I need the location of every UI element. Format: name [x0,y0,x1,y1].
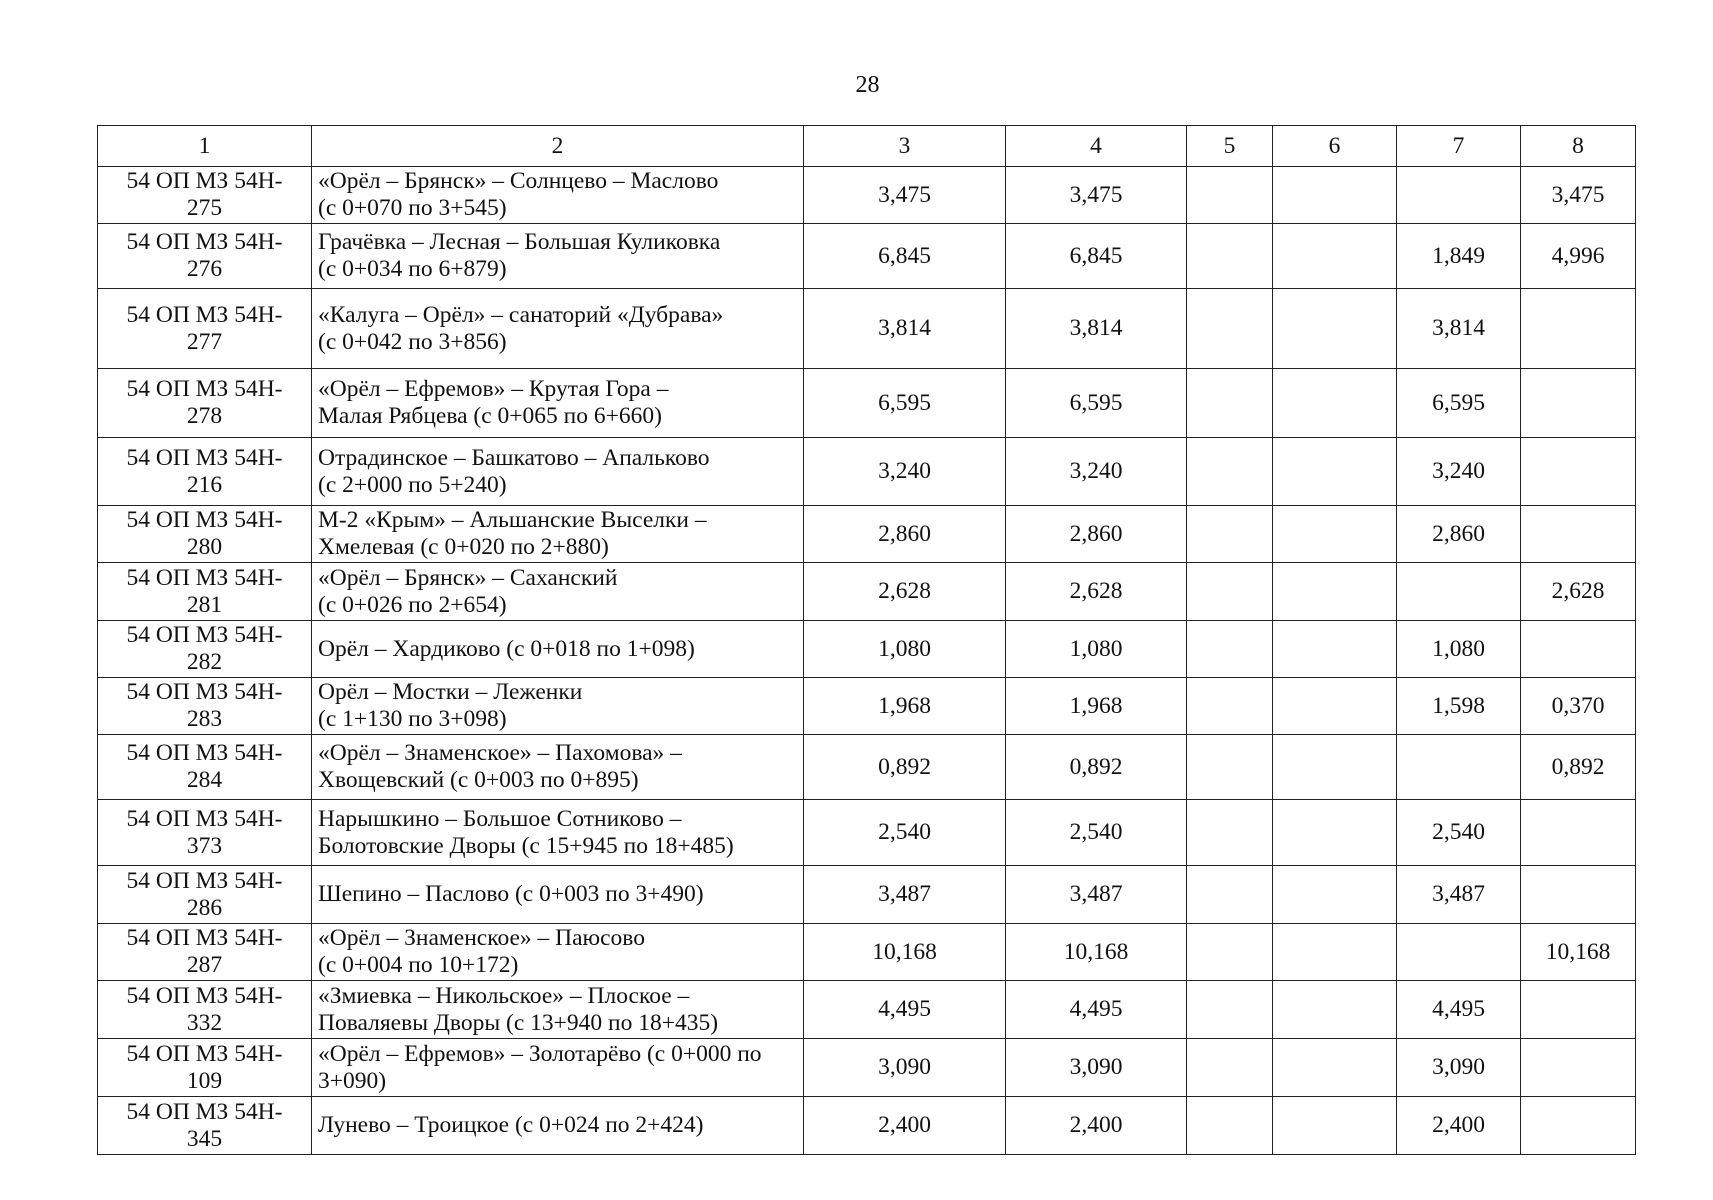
road-name-line: (с 0+042 по 3+856) [318,328,507,355]
road-code-line: 287 [186,952,223,978]
value-cell-5 [1187,167,1273,224]
value-cell-5 [1187,563,1273,621]
road-code-line: 345 [186,1125,223,1152]
value-cell-6 [1273,563,1397,621]
table-row [98,369,1636,438]
value-cell-3: 1,968 [804,678,1006,735]
value-cell-5 [1187,621,1273,678]
road-name-cell [312,924,804,981]
value-cell-5 [1187,369,1273,438]
value-cell-4: 1,968 [1006,678,1187,735]
road-code-line: 284 [186,767,223,793]
road-name-line: Поваляевы Дворы (с 13+940 по 18+435) [318,1009,719,1036]
value-cell-8: 4,996 [1521,224,1636,289]
road-code-cell [98,1039,312,1097]
value-cell-8 [1521,369,1636,438]
road-code-cell [98,369,312,438]
road-code-line: 54 ОП МЗ 54Н- [126,301,283,328]
road-code-line: 54 ОП МЗ 54Н- [126,867,283,894]
value-cell-8 [1521,866,1636,924]
road-code-cell [98,735,312,800]
value-cell-3: 3,475 [804,167,1006,224]
road-name-cell [312,369,804,438]
value-cell-8 [1521,1097,1636,1155]
table-row [98,506,1636,563]
road-name-cell [312,866,804,924]
road-name-line: Лунево – Троицкое (с 0+024 по 2+424) [318,1112,704,1138]
road-code-line: 54 ОП МЗ 54Н- [126,229,283,255]
road-name-cell [312,506,804,563]
road-code-cell [98,981,312,1039]
value-cell-8 [1521,289,1636,369]
value-cell-4: 10,168 [1006,924,1187,981]
value-cell-7: 6,595 [1397,369,1521,438]
value-cell-6 [1273,924,1397,981]
value-cell-6 [1273,678,1397,735]
value-cell-7: 2,860 [1397,506,1521,563]
column-header-6: 6 [1273,126,1397,167]
road-name-line: Малая Рябцева (с 0+065 по 6+660) [318,403,662,429]
value-cell-4: 2,860 [1006,506,1187,563]
value-cell-5 [1187,224,1273,289]
value-cell-8 [1521,621,1636,678]
road-code-line: 54 ОП МЗ 54Н- [126,622,283,648]
road-code-cell [98,438,312,506]
road-name-cell [312,678,804,735]
road-name-line: Орёл – Хардиково (с 0+018 по 1+098) [318,635,695,662]
column-header-7: 7 [1397,126,1521,167]
road-name-line: Орёл – Мостки – Леженки [318,679,583,705]
value-cell-4: 3,475 [1006,167,1187,224]
road-code-line: 277 [186,328,223,355]
value-cell-5 [1187,438,1273,506]
table-row [98,438,1636,506]
road-name-line: (с 0+070 по 3+545) [318,195,507,221]
value-cell-8: 3,475 [1521,167,1636,224]
road-name-line: Хвощевский (с 0+003 по 0+895) [318,767,639,793]
table-row [98,981,1636,1039]
road-name-line: Болотовские Дворы (с 15+945 по 18+485) [318,832,734,859]
value-cell-4: 6,845 [1006,224,1187,289]
value-cell-6 [1273,866,1397,924]
table-row [98,1039,1636,1097]
road-code-line: 54 ОП МЗ 54Н- [126,507,283,533]
value-cell-8 [1521,800,1636,866]
value-cell-5 [1187,289,1273,369]
road-code-line: 54 ОП МЗ 54Н- [126,679,283,705]
value-cell-8: 0,892 [1521,735,1636,800]
value-cell-3: 3,240 [804,438,1006,506]
value-cell-5 [1187,506,1273,563]
road-code-line: 216 [186,471,223,498]
value-cell-7 [1397,563,1521,621]
value-cell-4: 3,090 [1006,1039,1187,1097]
value-cell-6 [1273,981,1397,1039]
road-name-line: Отрадинское – Башкатово – Апальково [318,444,710,471]
road-name-line: «Орёл – Ефремов» – Золотарёво (с 0+000 по [318,1040,762,1067]
value-cell-3: 4,495 [804,981,1006,1039]
road-name-cell [312,1097,804,1155]
road-code-cell [98,621,312,678]
value-cell-8: 10,168 [1521,924,1636,981]
road-code-line: 54 ОП МЗ 54Н- [126,1098,283,1125]
value-cell-4: 3,814 [1006,289,1187,369]
table-row [98,563,1636,621]
road-code-line: 54 ОП МЗ 54Н- [126,740,283,766]
value-cell-3: 3,814 [804,289,1006,369]
road-name-cell [312,167,804,224]
road-name-line: «Орёл – Ефремов» – Крутая Гора – [318,376,669,402]
value-cell-3: 3,090 [804,1039,1006,1097]
value-cell-5 [1187,981,1273,1039]
value-cell-6 [1273,1097,1397,1155]
table-row [98,924,1636,981]
value-cell-7: 3,487 [1397,866,1521,924]
road-name-line: (с 2+000 по 5+240) [318,471,507,498]
value-cell-3: 2,540 [804,800,1006,866]
road-name-line: «Орёл – Знаменское» – Паюсово [318,925,645,951]
road-code-cell [98,506,312,563]
road-code-cell [98,563,312,621]
road-code-line: 54 ОП МЗ 54Н- [126,564,283,591]
value-cell-8 [1521,1039,1636,1097]
road-name-line: (с 0+026 по 2+654) [318,591,507,618]
value-cell-6 [1273,735,1397,800]
road-code-cell [98,224,312,289]
table-row [98,289,1636,369]
road-name-line: (с 0+004 по 10+172) [318,952,519,978]
road-name-cell [312,438,804,506]
column-header-5: 5 [1187,126,1273,167]
value-cell-7: 1,080 [1397,621,1521,678]
road-code-line: 54 ОП МЗ 54Н- [126,925,283,951]
column-header-8: 8 [1521,126,1636,167]
road-name-line: М-2 «Крым» – Альшанские Выселки – [318,507,707,533]
value-cell-7: 1,598 [1397,678,1521,735]
road-name-line: Шепино – Паслово (с 0+003 по 3+490) [318,881,704,907]
road-code-cell [98,800,312,866]
road-code-line: 278 [186,403,223,429]
value-cell-3: 10,168 [804,924,1006,981]
value-cell-7 [1397,167,1521,224]
value-cell-7: 4,495 [1397,981,1521,1039]
value-cell-5 [1187,1039,1273,1097]
road-code-line: 280 [186,534,223,560]
road-name-cell [312,224,804,289]
road-code-line: 282 [186,649,223,675]
value-cell-7 [1397,735,1521,800]
value-cell-6 [1273,224,1397,289]
table-row [98,735,1636,800]
road-code-line: 54 ОП МЗ 54Н- [126,376,283,402]
value-cell-4: 6,595 [1006,369,1187,438]
table-row [98,800,1636,866]
value-cell-6 [1273,289,1397,369]
road-code-line: 54 ОП МЗ 54Н- [126,982,283,1009]
value-cell-7 [1397,924,1521,981]
value-cell-6 [1273,621,1397,678]
road-name-line: «Орёл – Брянск» – Саханский [318,564,618,591]
value-cell-5 [1187,735,1273,800]
road-code-line: 54 ОП МЗ 54Н- [126,1040,283,1067]
road-code-line: 109 [186,1067,223,1094]
value-cell-5 [1187,1097,1273,1155]
value-cell-5 [1187,866,1273,924]
value-cell-7: 3,090 [1397,1039,1521,1097]
road-name-line: Хмелевая (с 0+020 по 2+880) [318,534,609,560]
value-cell-5 [1187,800,1273,866]
road-name-line: «Орёл – Брянск» – Солнцево – Маслово [318,168,719,194]
value-cell-4: 3,240 [1006,438,1187,506]
road-code-line: 54 ОП МЗ 54Н- [126,168,283,194]
road-code-line: 373 [186,832,223,859]
value-cell-3: 3,487 [804,866,1006,924]
road-code-line: 276 [186,256,223,282]
value-cell-3: 6,845 [804,224,1006,289]
value-cell-8 [1521,506,1636,563]
value-cell-3: 6,595 [804,369,1006,438]
table-body [98,167,1636,1155]
road-code-cell [98,289,312,369]
value-cell-8 [1521,438,1636,506]
page-number: 28 [855,72,880,98]
road-name-cell [312,981,804,1039]
value-cell-4: 2,400 [1006,1097,1187,1155]
road-code-line: 283 [186,706,223,732]
road-name-line: «Змиевка – Никольское» – Плоское – [318,982,690,1009]
road-code-line: 54 ОП МЗ 54Н- [126,444,283,471]
road-name-line: «Калуга – Орёл» – санаторий «Дубрава» [318,301,724,328]
road-name-line: «Орёл – Знаменское» – Пахомова» – [318,740,682,766]
table-row [98,224,1636,289]
road-name-line: Грачёвка – Лесная – Большая Куликовка [318,229,721,255]
road-name-line: (с 1+130 по 3+098) [318,706,507,732]
value-cell-4: 2,628 [1006,563,1187,621]
value-cell-3: 1,080 [804,621,1006,678]
road-code-line: 332 [186,1009,223,1036]
value-cell-4: 4,495 [1006,981,1187,1039]
road-code-line: 281 [186,591,223,618]
column-header-4: 4 [1006,126,1187,167]
road-code-cell [98,1097,312,1155]
value-cell-4: 2,540 [1006,800,1187,866]
value-cell-8: 0,370 [1521,678,1636,735]
road-name-cell [312,800,804,866]
table-row [98,866,1636,924]
road-code-cell [98,924,312,981]
value-cell-6 [1273,800,1397,866]
table-header-row [98,126,1636,167]
value-cell-4: 0,892 [1006,735,1187,800]
value-cell-7: 2,540 [1397,800,1521,866]
road-code-line: 54 ОП МЗ 54Н- [126,805,283,832]
value-cell-6 [1273,1039,1397,1097]
table-row [98,678,1636,735]
table-row [98,621,1636,678]
road-name-cell [312,563,804,621]
value-cell-6 [1273,506,1397,563]
value-cell-3: 2,860 [804,506,1006,563]
value-cell-7: 3,240 [1397,438,1521,506]
roads-table [97,125,1636,1155]
road-name-cell [312,1039,804,1097]
value-cell-7: 1,849 [1397,224,1521,289]
value-cell-8: 2,628 [1521,563,1636,621]
road-code-cell [98,866,312,924]
value-cell-4: 1,080 [1006,621,1187,678]
value-cell-6 [1273,369,1397,438]
column-header-2: 2 [312,126,804,167]
column-header-3: 3 [804,126,1006,167]
road-code-line: 275 [186,195,223,221]
road-name-cell [312,621,804,678]
value-cell-4: 3,487 [1006,866,1187,924]
value-cell-3: 0,892 [804,735,1006,800]
value-cell-3: 2,628 [804,563,1006,621]
road-name-line: Нарышкино – Большое Сотниково – [318,805,682,832]
road-name-cell [312,735,804,800]
value-cell-5 [1187,924,1273,981]
road-name-line: 3+090) [318,1067,387,1094]
table-row [98,1097,1636,1155]
value-cell-3: 2,400 [804,1097,1006,1155]
value-cell-5 [1187,678,1273,735]
road-name-line: (с 0+034 по 6+879) [318,256,507,282]
road-name-cell [312,289,804,369]
road-code-line: 286 [186,894,223,921]
value-cell-8 [1521,981,1636,1039]
road-code-cell [98,167,312,224]
value-cell-7: 3,814 [1397,289,1521,369]
value-cell-7: 2,400 [1397,1097,1521,1155]
table-row [98,167,1636,224]
column-header-1: 1 [98,126,312,167]
value-cell-6 [1273,167,1397,224]
road-code-cell [98,678,312,735]
value-cell-6 [1273,438,1397,506]
